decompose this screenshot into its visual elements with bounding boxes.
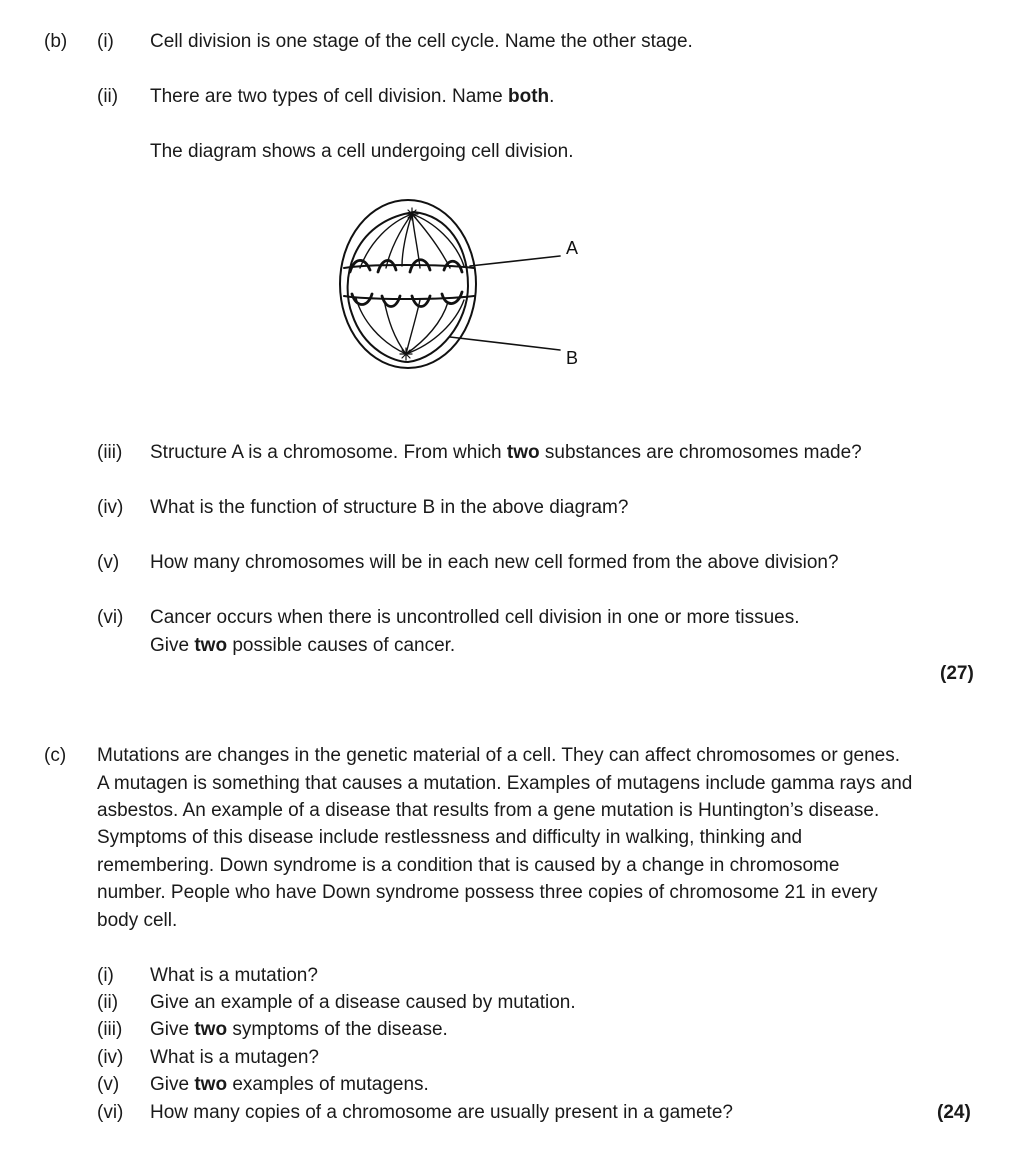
c-passage-line-1: Mutations are changes in the genetic material of a cell. They can affect chromosomes or genes. bbox=[97, 745, 901, 766]
c-q1-number: (i) bbox=[97, 965, 114, 986]
c-q5-number: (v) bbox=[97, 1074, 120, 1095]
c-q1-text: What is a mutation? bbox=[150, 965, 318, 986]
b-q4-number: (iv) bbox=[97, 497, 124, 518]
equator-line-upper bbox=[344, 265, 474, 268]
spindle-envelope bbox=[348, 212, 468, 362]
b-q5-number: (v) bbox=[97, 552, 120, 573]
b-q1-text: Cell division is one stage of the cell cycle. Name the other stage. bbox=[150, 31, 693, 52]
part-b-marks: (27) bbox=[940, 663, 974, 684]
b-q6-number: (vi) bbox=[97, 607, 124, 628]
b-q2-number: (ii) bbox=[97, 86, 119, 107]
c-passage-line-6: number. People who have Down syndrome possess three copies of chromosome 21 in every bbox=[97, 882, 878, 903]
c-q2-text: Give an example of a disease caused by mutation. bbox=[150, 992, 576, 1013]
c-passage-line-3: asbestos. An example of a disease that results from a gene mutation is Huntington’s disease. bbox=[97, 800, 880, 821]
b-q3-text: Structure A is a chromosome. From which two substances are chromosomes made? bbox=[150, 442, 862, 463]
part-b-label: (b) bbox=[44, 31, 68, 52]
spindle-fibres-top bbox=[360, 214, 464, 268]
label-line-b bbox=[450, 337, 560, 350]
label-line-a bbox=[470, 256, 560, 266]
b-q4-text: What is the function of structure B in the above diagram? bbox=[150, 497, 629, 518]
c-q3-number: (iii) bbox=[97, 1019, 123, 1040]
b-q5-text: How many chromosomes will be in each new cell formed from the above division? bbox=[150, 552, 839, 573]
c-q6-number: (vi) bbox=[97, 1102, 124, 1123]
c-q2-number: (ii) bbox=[97, 992, 119, 1013]
label-a: A bbox=[566, 238, 579, 258]
part-c-label: (c) bbox=[44, 745, 67, 766]
b-q1-number: (i) bbox=[97, 31, 114, 52]
c-q4-text: What is a mutagen? bbox=[150, 1047, 319, 1068]
b-q3-number: (iii) bbox=[97, 442, 123, 463]
centriole-top bbox=[406, 208, 418, 220]
c-passage-line-2: A mutagen is something that causes a mutation. Examples of mutagens include gamma rays and bbox=[97, 773, 913, 794]
c-q6-text: How many copies of a chromosome are usually present in a gamete? bbox=[150, 1102, 733, 1123]
c-q4-number: (iv) bbox=[97, 1047, 124, 1068]
b-q2-text: There are two types of cell division. Name both. bbox=[150, 86, 555, 107]
c-passage-line-4: Symptoms of this disease include restlessness and difficulty in walking, thinking and bbox=[97, 827, 803, 848]
c-passage-line-7: body cell. bbox=[97, 910, 178, 931]
diagram-caption: The diagram shows a cell undergoing cell division. bbox=[150, 141, 574, 162]
part-c-marks: (24) bbox=[937, 1102, 971, 1123]
equator-line-lower bbox=[344, 296, 474, 299]
cell-division-diagram bbox=[330, 192, 600, 384]
c-passage-line-5: remembering. Down syndrome is a condition that is caused by a change in chromosome bbox=[97, 855, 840, 876]
b-q6-line2: Give two possible causes of cancer. bbox=[150, 635, 456, 656]
centriole-bottom bbox=[400, 348, 412, 360]
label-b: B bbox=[566, 348, 579, 368]
c-q3-text: Give two symptoms of the disease. bbox=[150, 1019, 448, 1040]
c-q5-text: Give two examples of mutagens. bbox=[150, 1074, 429, 1095]
b-q6-line1: Cancer occurs when there is uncontrolled cell division in one or more tissues. bbox=[150, 607, 800, 628]
